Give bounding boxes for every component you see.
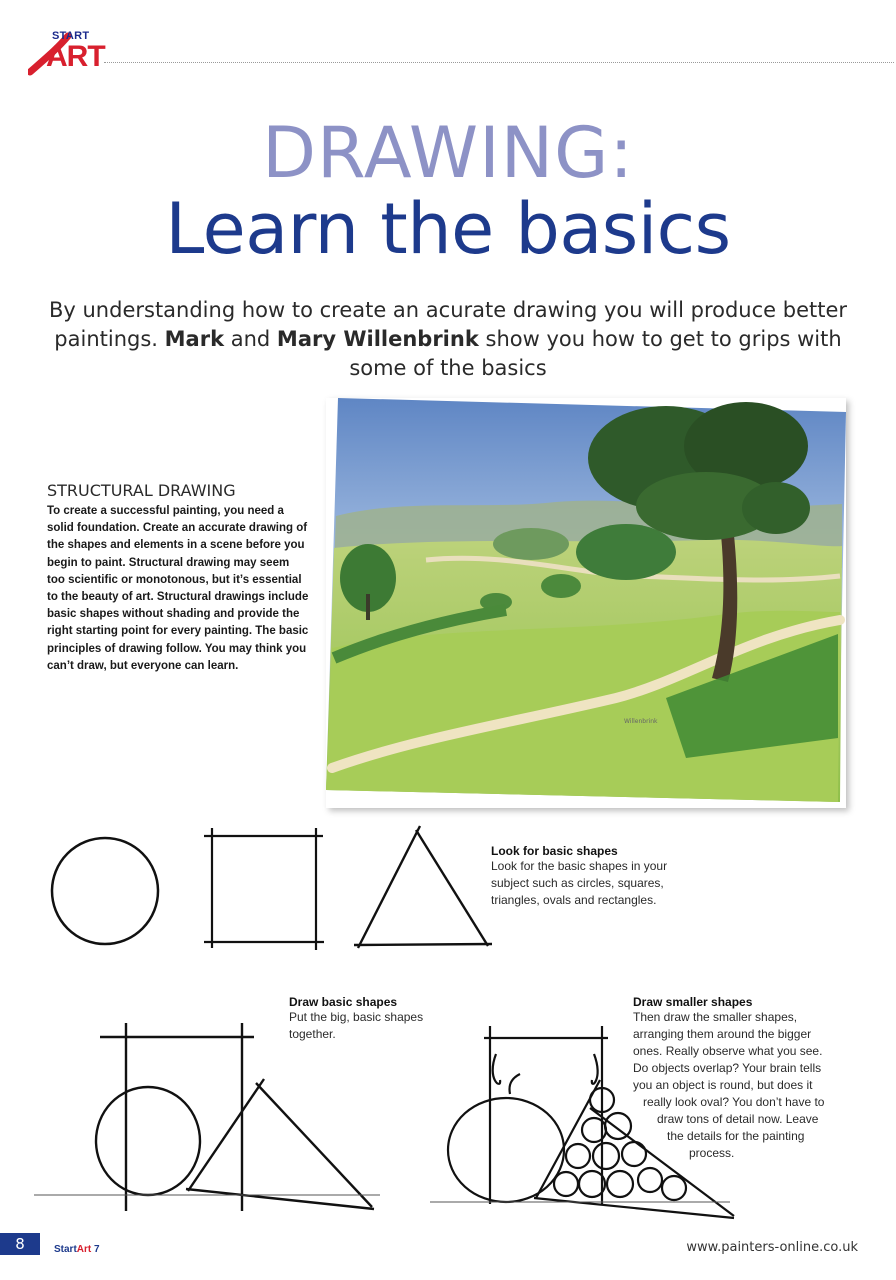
caption-line: you an object is round, but does it <box>633 1078 813 1092</box>
caption-line: Do objects overlap? Your brain tells <box>633 1061 822 1075</box>
logo-start-text: START <box>52 30 90 42</box>
author-willenbrink: Mary Willenbrink <box>276 327 479 351</box>
painting-signature: Willenbrink <box>624 718 658 725</box>
square-shape <box>204 828 324 950</box>
landscape-painting <box>326 398 846 808</box>
caption-body: Put the big, basic shapes together. <box>289 1010 424 1041</box>
caption-body: Look for the basic shapes in your subject such as circles, squares, triangles, ovals and rectangles. <box>491 859 668 907</box>
basic-composition-sketch <box>30 1015 390 1215</box>
section-heading: STRUCTURAL DRAWING <box>47 481 236 500</box>
magazine-issue <box>54 1244 100 1255</box>
standfirst <box>40 296 856 383</box>
caption-line: process. <box>689 1146 735 1160</box>
caption-body <box>633 1009 863 1162</box>
basic-shapes-sketch <box>40 824 500 954</box>
caption-title: Look for basic shapes <box>491 844 618 858</box>
startart-logo <box>28 28 106 78</box>
caption-line: the details for the painting <box>667 1129 805 1143</box>
title-line-1: DRAWING: <box>262 112 634 194</box>
standfirst-part-2: and <box>230 327 271 351</box>
caption-line: really look oval? You don’t have to <box>643 1095 825 1109</box>
logo-art-text: ART <box>46 40 105 73</box>
mag-start: Start <box>54 1244 77 1255</box>
caption-draw-smaller-shapes <box>633 995 863 1162</box>
author-mark: Mark <box>164 327 225 351</box>
section-body: To create a successful painting, you need a solid foundation. Create an accurate drawing of the shapes and elements in a scene before you begin to paint. Structural drawing may seem too scientific or monotonous, but it’s essential to the beauty of art. Structural drawings include basic shapes without shading and provide the right starting point for every painting. The basic principles of drawing follow. You may think you can’t draw, but everyone can learn. <box>47 505 309 672</box>
triangle-shape <box>354 826 492 948</box>
footer-url-link[interactable]: www.painters-online.co.uk <box>686 1240 858 1255</box>
caption-title: Draw smaller shapes <box>633 995 753 1009</box>
caption-line: draw tons of detail now. Leave <box>657 1112 819 1126</box>
standfirst-part-1: By understanding how to create an acurate drawing you will produce better paintings. <box>48 298 848 351</box>
mag-issue: 7 <box>94 1244 100 1255</box>
caption-draw-basic-shapes <box>289 995 439 1043</box>
mag-art: Art <box>76 1244 92 1255</box>
caption-look-for-basic-shapes <box>491 844 691 909</box>
caption-title: Draw basic shapes <box>289 995 398 1009</box>
circle-shape <box>52 838 158 944</box>
standfirst-part-3: show you how to get to grips with some of the basics <box>349 327 842 380</box>
caption-line: arranging them around the bigger <box>633 1027 812 1041</box>
header-rule <box>104 62 894 63</box>
caption-line: ones. Really observe what you see. <box>633 1044 823 1058</box>
caption-line: Then draw the smaller shapes, <box>633 1010 798 1024</box>
page-number: 8 <box>0 1233 40 1255</box>
title-line-2: Learn the basics <box>165 188 731 270</box>
